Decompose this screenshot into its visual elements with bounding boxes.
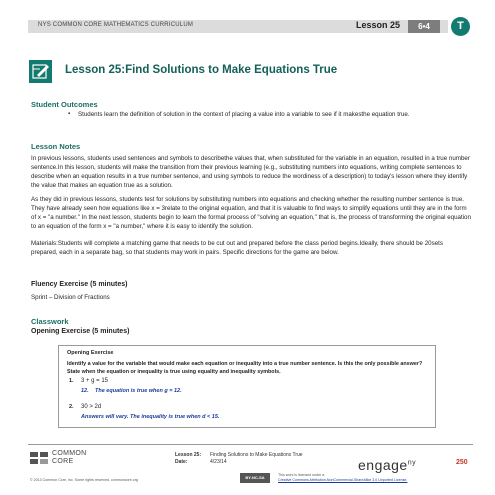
footer-lesson-label: Lesson 25:: [175, 452, 202, 458]
classwork-heading: Classwork: [31, 317, 69, 326]
page-number: 250: [456, 459, 468, 466]
engageny-logo: engage$^{ny}$: [358, 457, 417, 473]
lesson-notes-paragraph-1: In previous lessons, students used sentences and symbols to describethe values that, when substituted for the variable in an equation, resulted in a true number sentence.In this lesson, students will make the transition from their previous learning (e.g., substituting numbers into equations, writing complete sentences to describe when an equation results in a true number sentence, and using symbols to reduce the wordiness of a description) to today's lesson where they identify the value that makes an equation true as a solution.: [31, 155, 470, 189]
lesson-icon: [29, 60, 52, 83]
curriculum-name: NYS COMMON CORE MATHEMATICS CURRICULUM: [38, 22, 194, 28]
creative-commons-badge-icon: BY-NC-SA: [240, 473, 270, 483]
exercise-1-number: 1.: [69, 378, 74, 384]
grade-badge: 6•4: [408, 20, 440, 33]
lesson-notes-paragraph-2: As they did in previous lessons, students test for solutions by substituting numbers into equations and checking whether the resulting number sentence is true. They have already seen how equations like x = 3relate to the original equation, and that it is valuable to find ways to simplify equations until they are in the form of x = "a number." In the next lesson, students begin to learn the formal process of "solving an equation," that is, the process of transforming the original equation to an equation of the form x = "a number," where it is easy to identify the solution.: [31, 196, 471, 230]
common-core-name: COMMON CORE: [52, 450, 87, 465]
student-outcomes-heading: Student Outcomes: [31, 100, 98, 109]
exercise-1-answer-number: 12.: [81, 388, 89, 394]
fluency-item: Sprint – Division of Fractions: [31, 294, 110, 301]
exercise-instructions: Identify a value for the variable that would make each equation or inequality into a true number sentence. Is this the only possible answer? State when the equation or inequality is true using equality and inequality symbols.: [67, 361, 423, 375]
opening-exercise-box: [58, 345, 436, 428]
bullet-icon: ▪: [68, 111, 71, 117]
opening-exercise-heading: Opening Exercise (5 minutes): [31, 328, 130, 335]
lesson-notes-heading: Lesson Notes: [31, 142, 81, 151]
copyright-text: © 2013 Common Core, Inc. Some rights reserved. commoncore.org: [30, 478, 138, 482]
exercise-1-expression: 3 + g = 15: [81, 378, 109, 384]
page-title: Lesson 25:Find Solutions to Make Equations True: [65, 64, 338, 76]
footer-date-label: Date:: [175, 459, 188, 465]
teacher-badge: T: [451, 17, 470, 36]
license-link[interactable]: Creative Commons Attribution-NonCommercial-ShareAlike 3.0 Unported License.: [278, 478, 408, 482]
header-lesson: Lesson 25: [355, 20, 400, 30]
footer-divider: [28, 444, 473, 445]
fluency-heading: Fluency Exercise (5 minutes): [31, 281, 128, 288]
exercise-2-expression: 30 > 2d: [81, 404, 102, 410]
student-outcome-item: Students learn the definition of solution in the context of placing a value into a variable to see if it makesthe equation true.: [78, 111, 410, 118]
common-core-logo-icon: [30, 452, 48, 464]
exercise-2-number: 2.: [69, 404, 74, 410]
materials-paragraph: Materials:Students will complete a matching game that needs to be cut out and prepared before the class period begins.Ideally, there should be 20sets prepared, each in a separate bag, so that students may work in pairs. Specific directions for the game are below.: [31, 240, 443, 256]
exercise-box-title: Opening Exercise: [67, 350, 114, 356]
header-bar: [28, 20, 448, 33]
exercise-2-answer: Answers will vary. The inequality is true when d < 15.: [81, 414, 220, 420]
license-text: This work is licensed under a Creative Commons Attribution-NonCommercial-ShareAlike 3.0 Unported License.: [278, 473, 408, 482]
footer-date: 4/23/14: [210, 459, 227, 465]
exercise-1-answer: The equation is true when g = 12.: [95, 388, 182, 394]
footer-lesson-title: Finding Solutions to Make Equations True: [210, 452, 303, 458]
